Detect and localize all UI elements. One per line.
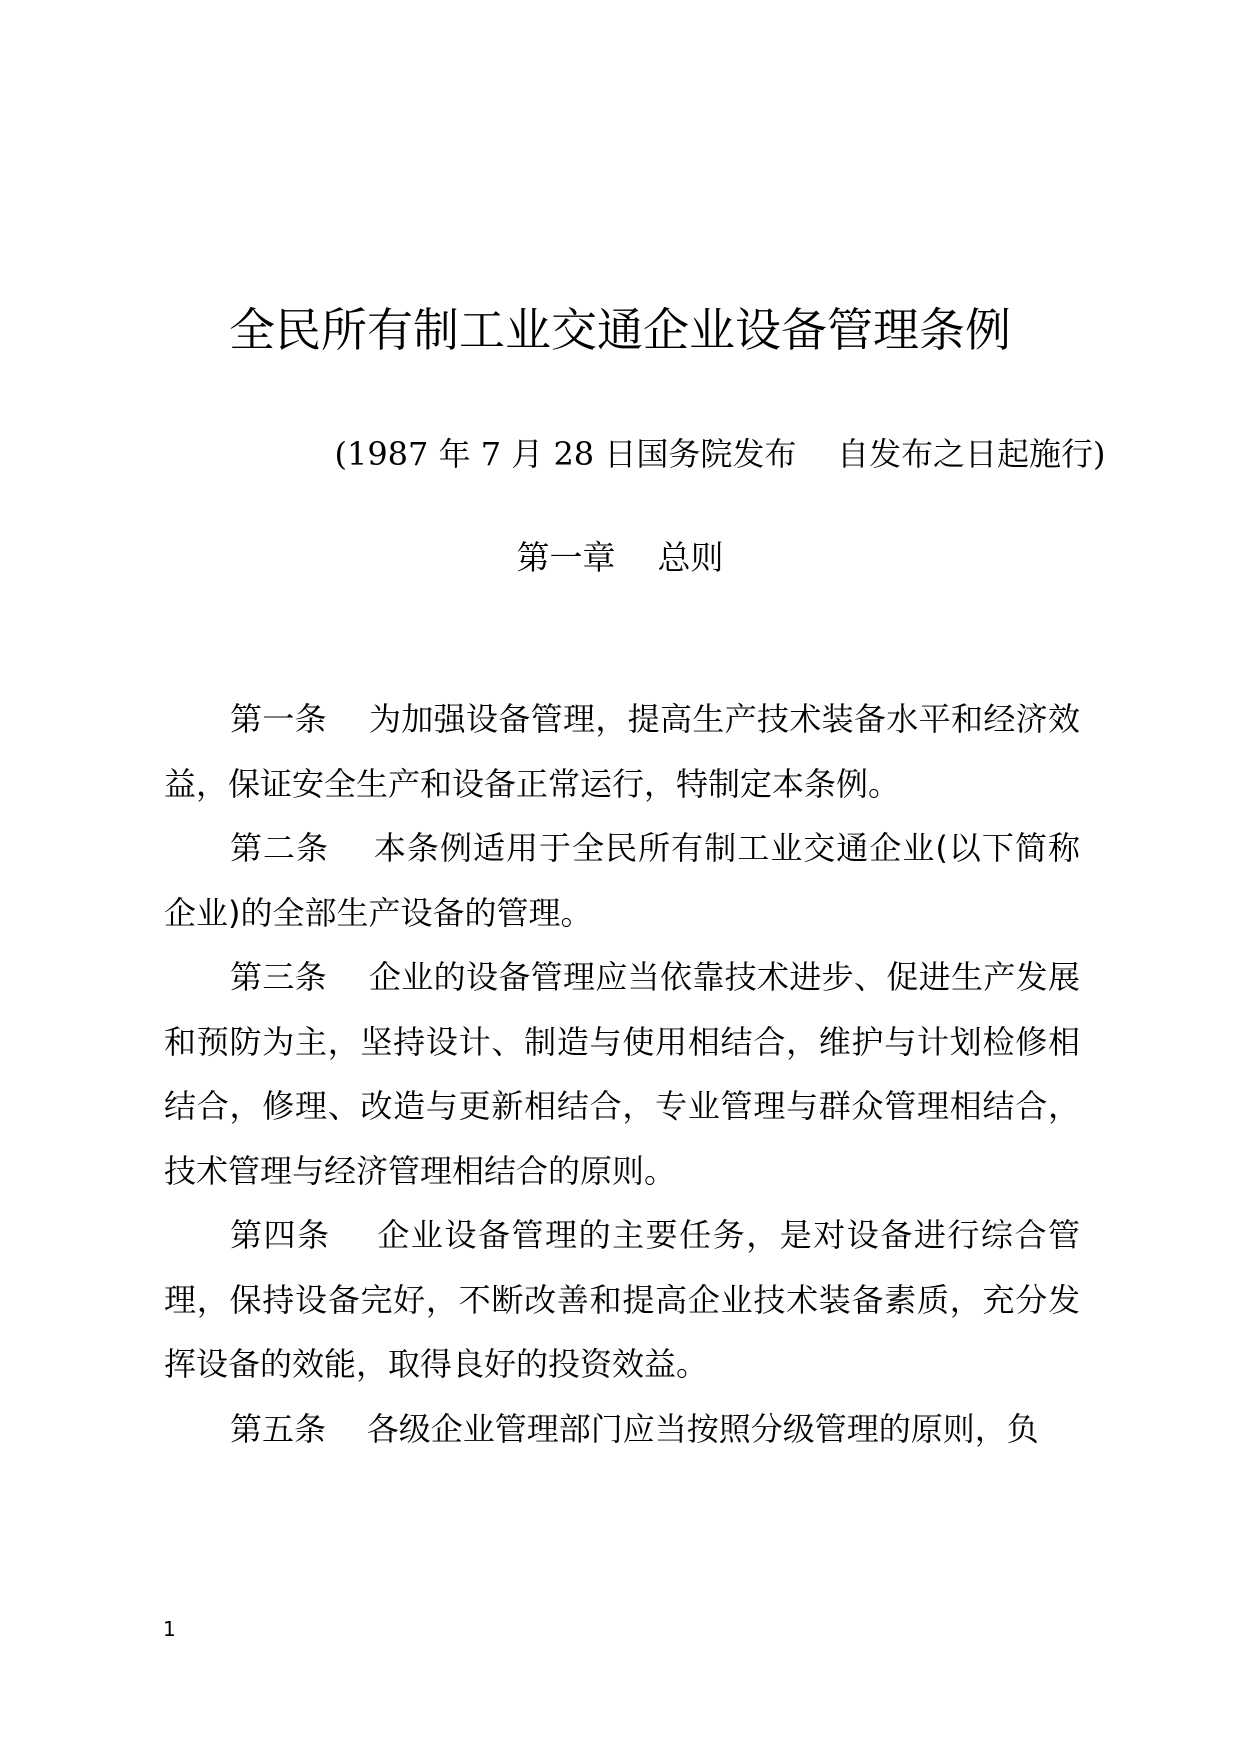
document-subtitle: (1987 年 7 月 28 日国务院发布 自发布之日起施行) [334,435,1106,473]
page-number: 1 [163,1617,176,1641]
article-4 [164,1203,1080,1397]
article-1 [164,687,1080,816]
article-label: 第四条 [230,1216,331,1254]
article-2 [164,816,1080,945]
article-text: 为加强设备管理，提高生产技术装备水平和经济效益，保证安全生产和设备正常运行，特制定本条例。 [164,700,1080,803]
article-5 [164,1397,1080,1462]
article-text: 企业的设备管理应当依靠技术进步、促进生产发展和预防为主，坚持设计、制造与使用相结合，维护与计划检修相结合，修理、改造与更新相结合，专业管理与群众管理相结合，技术管理与经济管理相结合的原则。 [164,958,1080,1190]
document-body [164,687,1080,1461]
article-3 [164,945,1080,1203]
article-label: 第二条 [230,829,330,867]
article-text: 企业设备管理的主要任务，是对设备进行综合管理，保持设备完好，不断改善和提高企业技术装备素质，充分发挥设备的效能，取得良好的投资效益。 [164,1216,1080,1383]
document-title: 全民所有制工业交通企业设备管理条例 [229,303,1011,357]
article-text: 各级企业管理部门应当按照分级管理的原则，负 [366,1409,1039,1448]
article-text: 本条例适用于全民所有制工业交通企业(以下简称企业)的全部生产设备的管理。 [164,829,1080,932]
article-label: 第一条 [230,700,327,738]
article-label: 第三条 [230,958,327,996]
chapter-heading: 第一章 总则 [516,538,724,577]
article-label: 第五条 [230,1409,327,1448]
